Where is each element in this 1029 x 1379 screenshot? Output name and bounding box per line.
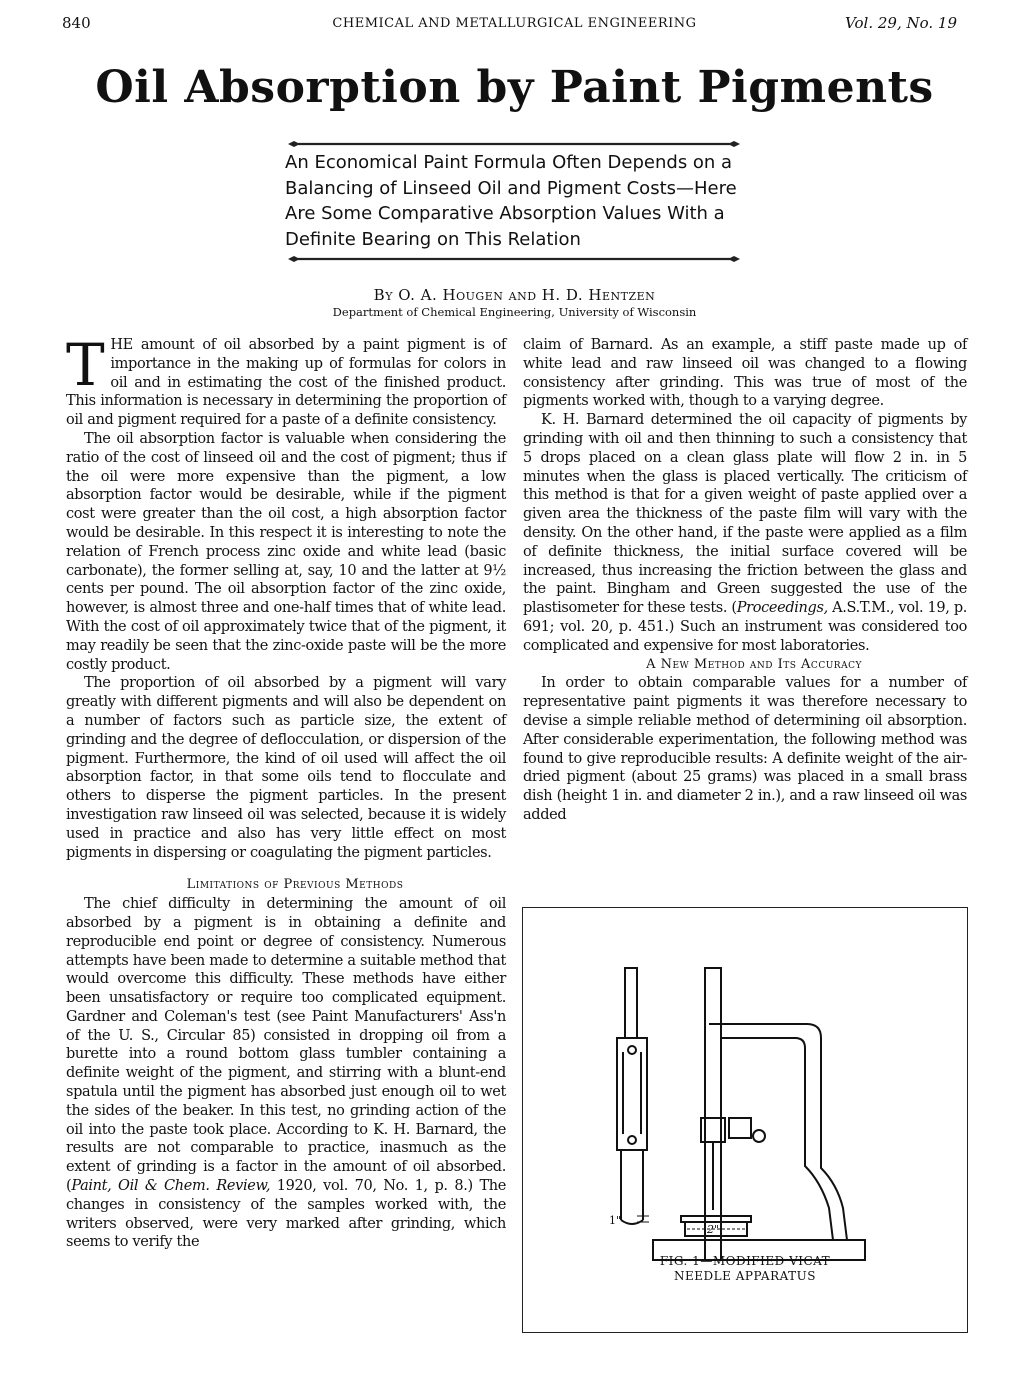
drop-cap: T (66, 331, 105, 399)
caption-line: FIG. 1—MODIFIED VICAT (659, 1254, 831, 1268)
paragraph-text: K. H. Barnard determined the oil capacity of pigments by grinding with oil and then thinning to such a consistency that 5 drops placed on a clean glass plate will flow 2 in. in 5 minutes when the glass is placed vertically. The criticism of this method is that for a given weight of paste applied over a given area the thickness of the paste film will vary with the density. On the other hand, if the paste were applied as a film of definite thickness, the initial surface covered will be increased, thus increasing the friction between the glass and the paint. Bingham and Green suggested the use of the plastisometer for these tests. ( (523, 412, 967, 617)
citation: Paint, Oil & Chem. Review, (71, 1178, 271, 1195)
citation: Proceedings, (736, 600, 828, 617)
deck-rule-top (286, 140, 742, 148)
left-column (66, 331, 506, 1252)
section-heading: Limitations of Previous Methods (186, 877, 404, 893)
byline: By O. A. Hougen and H. D. Hentzen (373, 286, 656, 304)
paragraph: The oil absorption factor is valuable when considering the ratio of the cost of linseed oil and the cost of pigment; thus if the oil were more expensive than the pigment, a low absorption factor would be desirable, while if the pigment cost were greater than the oil cost, a high absorption factor would be desirable. In this respect it is interesting to note the relation of French process zinc oxide and white lead (basic carbonate), the former selling at, say, 10 and the latter at 9½ cents per pound. The oil absorption factor of the zinc oxide, however, is almost three and one-half times that of white lead. With the cost of oil approximately twice that of the pigment, it may readily be seen that the zinc-oxide paste will be the more costly product. (66, 430, 506, 673)
diameter-label: 2" (707, 1223, 720, 1236)
deck-rule-bottom (286, 255, 742, 263)
affiliation: Department of Chemical Engineering, University of Wisconsin (332, 305, 697, 319)
volume-info: Vol. 29, No. 19 (845, 14, 957, 32)
paragraph-text: A.S.T.M., vol. 19, p. 691; vol. 20, p. 451.) Such an instrument was considered too complicated and expensive for most laboratories. (523, 600, 968, 654)
paragraph: claim of Barnard. As an example, a stiff paste made up of white lead and raw linseed oil was changed to a flowing consistency after grinding. This was true of most of the pigments worked with, though to a varying degree. (523, 337, 967, 410)
paragraph: In order to obtain comparable values for a number of representative paint pigments it was therefore necessary to devise a simple reliable method of determining oil absorption. After considerable experimentation, the following method was found to give reproducible results: A definite weight of the air-dried pigment (about 25 grams) was placed in a small brass dish (height 1 in. and diameter 2 in.), and a raw linseed oil was added (523, 675, 967, 823)
deck-text: An Economical Paint Formula Often Depends on a Balancing of Linseed Oil and Pigment Costs—Here Are Some Comparative Absorption Values With a Definite Bearing on This Relation (285, 152, 737, 250)
paragraph (66, 331, 506, 430)
right-column (523, 336, 967, 825)
caption-line: NEEDLE APPARATUS (674, 1269, 816, 1283)
figure-1 (522, 907, 968, 1333)
paragraph-text: The chief difficulty in determining the amount of oil absorbed by a pigment is in obtaining a definite and reproducible end point or degree of consistency. Numerous attempts have been made to determine a suitable method that would overcome this difficulty. These methods have either been unsatisfactory or require too complicated equipment. Gardner and Coleman's test (see Paint Manufacturers' Ass'n of the U. S., Circular 85) consisted in dropping oil from a burette into a round bottom glass tumbler containing a definite weight of the pigment, and stirring with a blunt-end spatula until the pigment has absorbed just enough oil to wet the sides of the beaker. In this test, no grinding action of the oil into the paste took place. According to K. H. Barnard, the results are not comparable to practice, inasmuch as the extent of grinding is a factor in the amount of oil absorbed. ( (66, 896, 506, 1195)
article-title: Oil Absorption by Paint Pigments (95, 62, 934, 113)
paragraph-text: HE amount of oil absorbed by a paint pigment is of importance in the making up of formulas for colors in oil and in estimating the cost of the finished product. This information is necessary in determining the proportion of oil and pigment required for a paste of a definite consistency. (66, 337, 506, 429)
vicat-needle-apparatus-diagram (583, 958, 913, 1288)
paragraph-text: 1920, vol. 70, No. 1, p. 8.) The changes in consistency of the samples worked with, the writers observed, were very marked after grinding, which seems to verify the (66, 1178, 506, 1251)
page-number: 840 (62, 14, 91, 32)
figure-caption (523, 1254, 967, 1284)
journal-name: CHEMICAL AND METALLURGICAL ENGINEERING (332, 16, 697, 31)
running-head (48, 14, 981, 36)
height-label: 1" (609, 1214, 622, 1227)
section-heading: A New Method and Its Accuracy (646, 656, 862, 672)
paragraph (523, 411, 967, 655)
paragraph (66, 895, 506, 1252)
article-deck (285, 150, 755, 252)
paragraph: The proportion of oil absorbed by a pigment will vary greatly with different pigments and will also be dependent on a number of factors such as particle size, the extent of grinding and the degree of deflocculation, or dispersion of the pigment. Furthermore, the kind of oil used will affect the oil absorption factor, in that some oils tend to flocculate and others to disperse the pigment particles. In the present investigation raw linseed oil was selected, because it is widely used in practice and also has very little effect on most pigments in dispersing or coagulating the pigment particles. (66, 675, 506, 861)
